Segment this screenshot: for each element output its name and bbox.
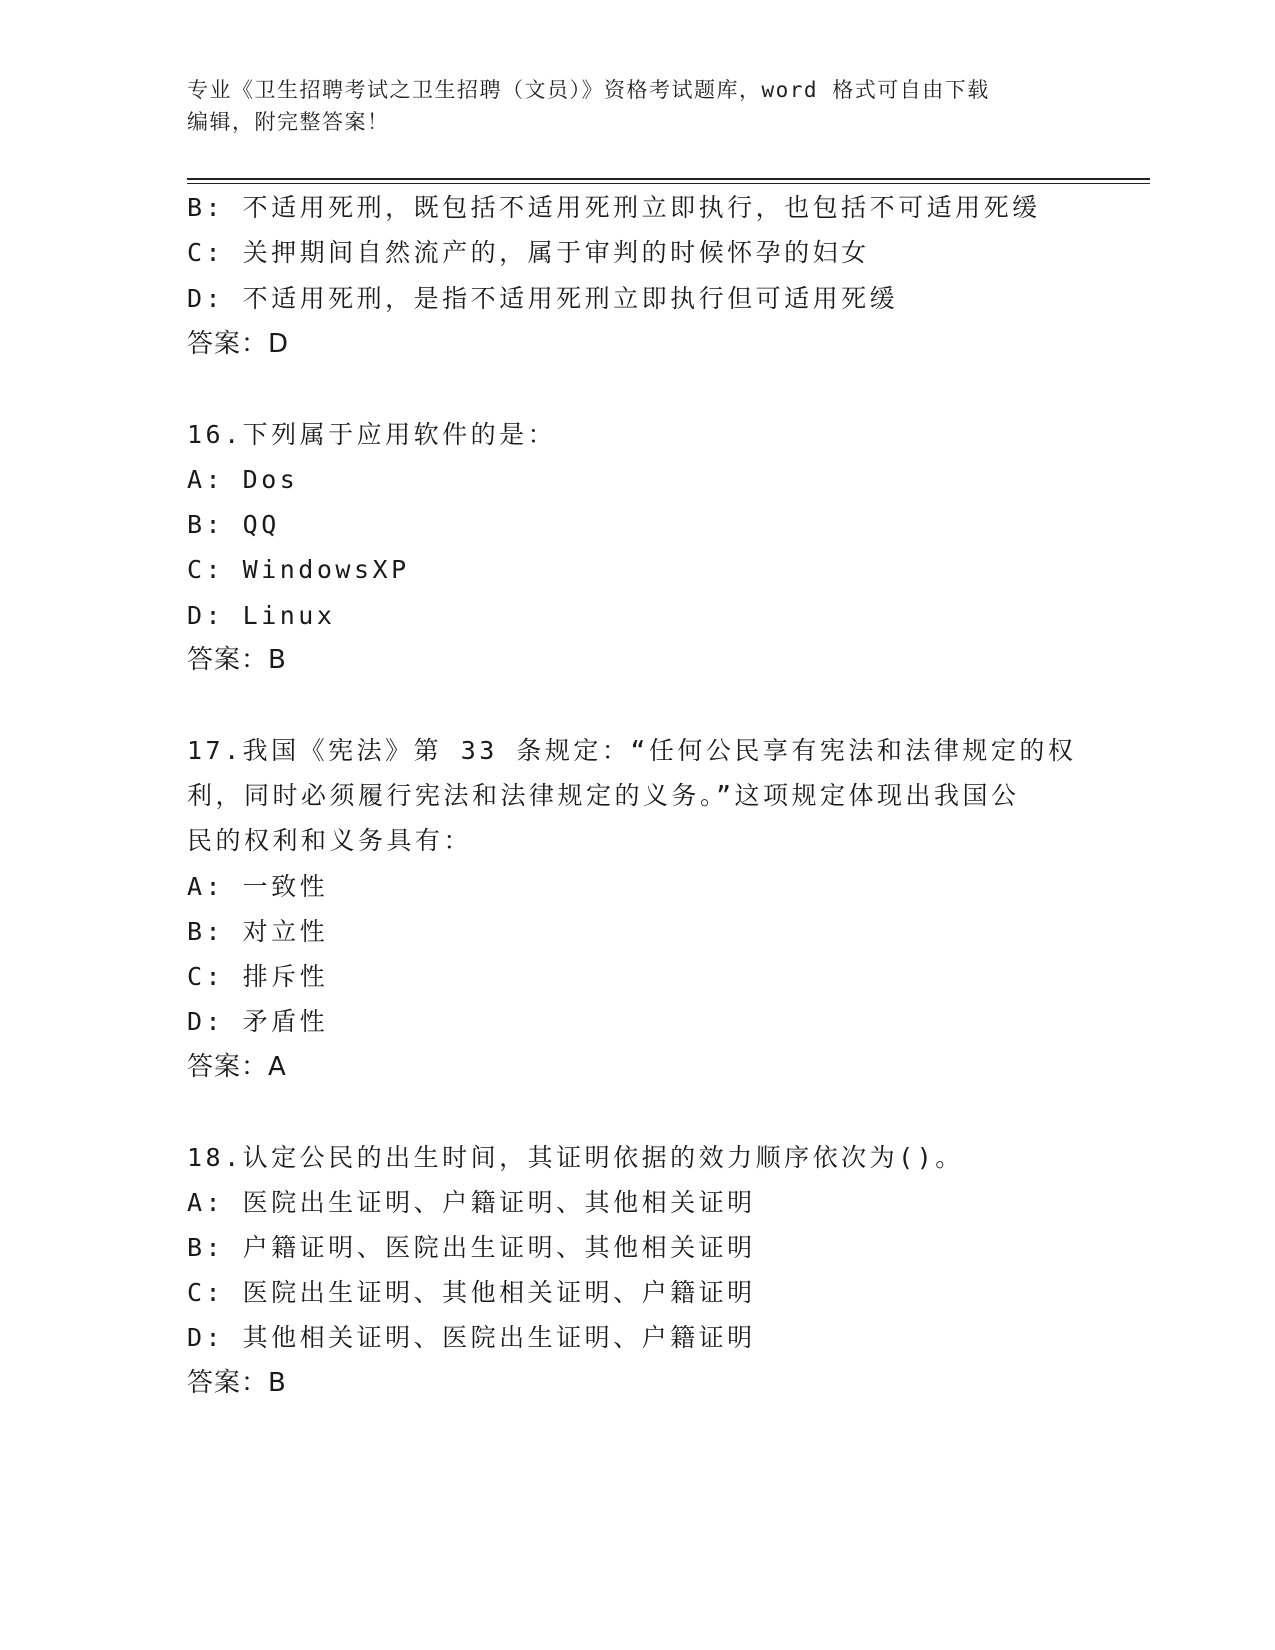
- header-line-2: 编辑，附完整答案！: [187, 110, 390, 134]
- header-line-1: 专业《卫生招聘考试之卫生招聘（文员）》资格考试题库，word 格式可自由下载: [187, 78, 990, 102]
- q18-option-a: A: 医院出生证明、户籍证明、其他相关证明: [187, 1188, 756, 1217]
- q17-option-a: A: 一致性: [187, 872, 329, 901]
- q17-question-line-2: 利，同时必须履行宪法和法律规定的义务。”这项规定体现出我国公: [187, 781, 1020, 810]
- q18-answer: 答案：B: [187, 1368, 287, 1398]
- q15-answer: 答案：D: [187, 329, 290, 359]
- q18-option-b: B: 户籍证明、医院出生证明、其他相关证明: [187, 1233, 756, 1262]
- q16-answer: 答案：B: [187, 645, 287, 675]
- q17-question-line-1: 17.我国《宪法》第 33 条规定：“任何公民享有宪法和法律规定的权: [187, 736, 1077, 765]
- document-header: [187, 74, 1067, 138]
- q17-option-b: B: 对立性: [187, 917, 329, 946]
- q15-option-d: D: 不适用死刑，是指不适用死刑立即执行但可适用死缓: [187, 284, 899, 313]
- q16-question: 16.下列属于应用软件的是：: [187, 420, 557, 449]
- q16-option-a: A: Dos: [187, 465, 299, 494]
- q15-option-c: C: 关押期间自然流产的，属于审判的时候怀孕的妇女: [187, 238, 870, 267]
- q17-option-c: C: 排斥性: [187, 962, 329, 991]
- q17-question-line-3: 民的权利和义务具有：: [187, 826, 473, 855]
- q17-answer: 答案：A: [187, 1052, 287, 1082]
- q18-option-c: C: 医院出生证明、其他相关证明、户籍证明: [187, 1278, 756, 1307]
- header-rule-thin: [187, 183, 1150, 184]
- q17-option-d: D: 矛盾性: [187, 1007, 329, 1036]
- header-rule-thick: [187, 178, 1150, 180]
- q18-question: 18.认定公民的出生时间，其证明依据的效力顺序依次为()。: [187, 1143, 964, 1172]
- q16-option-d: D: Linux: [187, 601, 336, 630]
- q16-option-c: C: WindowsXP: [187, 555, 410, 584]
- q15-option-b: B: 不适用死刑，既包括不适用死刑立即执行，也包括不可适用死缓: [187, 193, 1041, 222]
- q16-option-b: B: QQ: [187, 510, 280, 539]
- q18-option-d: D: 其他相关证明、医院出生证明、户籍证明: [187, 1323, 756, 1352]
